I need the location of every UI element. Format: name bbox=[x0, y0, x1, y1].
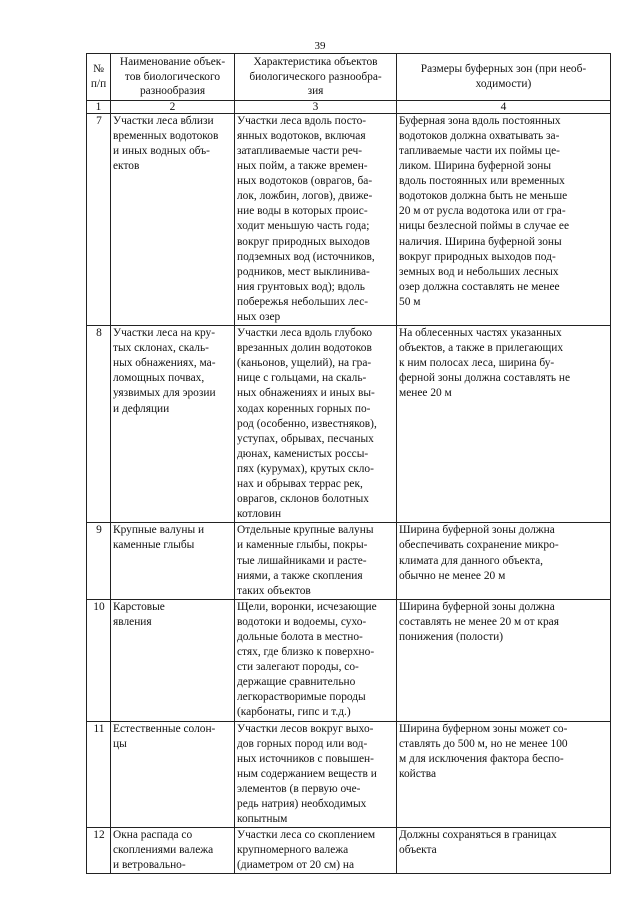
column-number: 1 bbox=[87, 100, 111, 113]
column-number: 2 bbox=[111, 100, 235, 113]
buffer-zone-size: Должны сохраняться в границах объекта bbox=[397, 828, 611, 874]
page-number: 39 bbox=[314, 40, 326, 52]
header-characteristic: Характеристика объектов биологического разнообра- зия bbox=[235, 54, 397, 101]
table-row bbox=[87, 523, 611, 599]
object-name: Участки леса вблизи временных водотоков и иных водных объ- ектов bbox=[111, 113, 235, 325]
row-number: 11 bbox=[87, 721, 111, 828]
buffer-zone-size: Буферная зона вдоль постоянных водотоков должна охватывать за- тапливаемые части их поймы це- ликом. Ширина буферной зоны вдоль постоянных или временных водотоков должна быть не меньше 20 м от русла водотока или от гра- ницы безлесной поймы в случае ее наличия. Ширина буферной зоны вокруг природных выходов под- земных вод и небольших лесных озер должна составлять не менее 50 м bbox=[397, 113, 611, 325]
row-number: 12 bbox=[87, 828, 111, 874]
object-characteristic: Щели, воронки, исчезающие водотоки и водоемы, сухо- дольные болота в местно- стях, где близко к поверхно- сти залегают породы, со- держащие сравнительно легкорастворимые породы (карбонаты, гипс и т.д.) bbox=[235, 599, 397, 721]
buffer-zone-size: Ширина буферной зоны должна обеспечивать сохранение микро- климата для данного объекта, обычно не менее 20 м bbox=[397, 523, 611, 599]
object-characteristic: Участки леса вдоль посто- янных водотоков, включая затапливаемые части реч- ных пойм, а также времен- ных водотоков (оврагов, ба- лок, ложбин, логов), движе- ние воды в которых проис- ходит меньшую часть года; вокруг природных выходов подземных вод (источников, родников, мест выклинива- ния грунтовых вод); вдоль побережья небольших лес- ных озер bbox=[235, 113, 397, 325]
header-buffer-size: Размеры буферных зон (при необ- ходимости) bbox=[397, 54, 611, 101]
object-name: Участки леса на кру- тых склонах, скаль- ных обнажениях, ма- ломощных почвах, уязвимых для эрозии и дефляции bbox=[111, 326, 235, 523]
table-row bbox=[87, 326, 611, 523]
buffer-zones-table bbox=[86, 53, 611, 874]
table-row bbox=[87, 113, 611, 325]
column-number: 4 bbox=[397, 100, 611, 113]
buffer-zone-size: Ширина буферном зоны может со- ставлять до 500 м, но не менее 100 м для исключения фактора беспо- койства bbox=[397, 721, 611, 828]
object-name: Естественные солон- цы bbox=[111, 721, 235, 828]
object-characteristic: Отдельные крупные валуны и каменные глыбы, покры- тые лишайниками и расте- ниями, а также скопления таких объектов bbox=[235, 523, 397, 599]
row-number: 8 bbox=[87, 326, 111, 523]
header-name: Наименование объек- тов биологического разнообразия bbox=[111, 54, 235, 101]
object-name: Окна распада со скоплениями валежа и ветровально- bbox=[111, 828, 235, 874]
table-row bbox=[87, 828, 611, 874]
column-number: 3 bbox=[235, 100, 397, 113]
object-name: Крупные валуны и каменные глыбы bbox=[111, 523, 235, 599]
row-number: 7 bbox=[87, 113, 111, 325]
table-row bbox=[87, 721, 611, 828]
buffer-zone-size: Ширина буферной зоны должна составлять не менее 20 м от края понижения (полости) bbox=[397, 599, 611, 721]
object-characteristic: Участки леса со скоплением крупномерного валежа (диаметром от 20 см) на bbox=[235, 828, 397, 874]
object-characteristic: Участки лесов вокруг выхо- дов горных пород или вод- ных источников с повышен- ным содержанием веществ и элементов (в первую оче- редь натрия) необходимых копытным bbox=[235, 721, 397, 828]
buffer-zone-size: На облесенных частях указанных объектов, а также в прилегающих к ним полосах леса, ширина бу- ферной зоны должна составлять не менее 20 м bbox=[397, 326, 611, 523]
table-row bbox=[87, 599, 611, 721]
row-number: 9 bbox=[87, 523, 111, 599]
row-number: 10 bbox=[87, 599, 111, 721]
object-name: Карстовые явления bbox=[111, 599, 235, 721]
table-header-row bbox=[87, 54, 611, 101]
header-num: № п/п bbox=[87, 54, 111, 101]
column-number-row bbox=[87, 100, 611, 113]
object-characteristic: Участки леса вдоль глубоко врезанных долин водотоков (каньонов, ущелий), на гра- нице с гольцами, на скаль- ных обнажениях и иных вы- ходах коренных горных по- род (особенно, известняков), уступах, обрывах, песчаных дюнах, каменистых россы- пях (курумах), крутых скло- нах и обрывах террас рек, оврагов, склонов болотных котловин bbox=[235, 326, 397, 523]
